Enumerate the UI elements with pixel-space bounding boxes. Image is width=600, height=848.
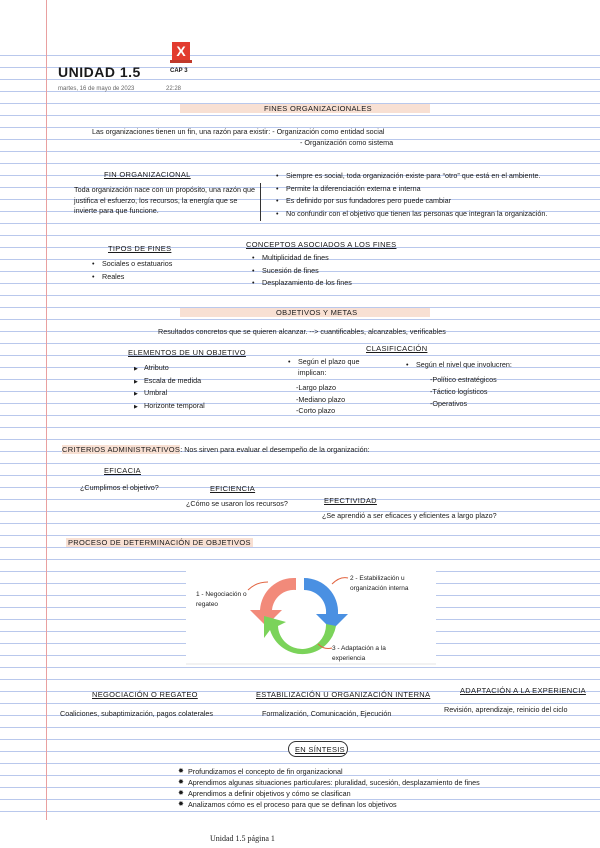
cycle-arrow-blue (304, 578, 348, 630)
list-item: • Siempre es social, toda organización existe para “otro” que está en el ambiente. (274, 170, 600, 183)
fin-org-heading: FIN ORGANIZACIONAL (104, 170, 191, 179)
objetivos-heading: OBJETIVOS Y METAS (276, 308, 358, 317)
page-time: 22:28 (166, 86, 182, 92)
list-item: • Sucesión de fines (250, 265, 450, 278)
logo-band (170, 60, 192, 63)
fines-intro: Las organizaciones tienen un fin, una razón para existir: - Organización como entidad social (92, 127, 385, 136)
estabilizacion-heading: ESTABILIZACIÓN U ORGANIZACIÓN INTERNA (256, 690, 431, 699)
arrow-to-step1 (248, 582, 268, 590)
list-item: • Desplazamiento de los fines (250, 277, 450, 290)
list-item: • Es definido por sus fundadores pero puede cambiar (274, 195, 600, 208)
plazo-block (286, 357, 386, 378)
tipos-heading: TIPOS DE FINES (108, 244, 172, 253)
margin-line (46, 0, 47, 848)
nivel-block (404, 359, 564, 372)
efectividad-question: ¿Se aprendió a ser eficaces y eficientes a largo plazo? (322, 511, 497, 520)
sintesis-list (176, 766, 576, 810)
page-bottom (0, 820, 600, 848)
efectividad-heading: EFECTIVIDAD (324, 496, 377, 505)
nivel-label: • Según el nivel que involucren: (404, 359, 564, 372)
list-item: ✸ Profundizamos el concepto de fin organizacional (176, 766, 576, 777)
objetivos-text: Resultados concretos que se quieren alcanzar. --> cuantificables, alcanzables, verificables (158, 327, 446, 336)
page-footer: Unidad 1.5 página 1 (210, 834, 275, 843)
negociacion-heading: NEGOCIACIÓN O REGATEO (92, 690, 198, 699)
step-3-label: 3 - Adaptación a la experiencia (332, 645, 386, 662)
conceptos-list (250, 252, 450, 290)
elementos-list (132, 362, 282, 412)
list-item: ✸ Aprendimos a definir objetivos y cómo se clasifican (176, 788, 576, 799)
list-item: • No confundir con el objetivo que tienen las personas que integran la organización. (274, 208, 600, 221)
criterios-text: : Nos sirven para evaluar el desempeño de la organización: (180, 445, 370, 454)
list-item: ▶ Atributo (132, 362, 282, 375)
conceptos-heading: CONCEPTOS ASOCIADOS A LOS FINES (246, 240, 397, 249)
plazo-label: • Según el plazo que implican: (286, 357, 386, 378)
fin-org-bullets (274, 170, 600, 220)
plazo-item: -Mediano plazo (296, 395, 346, 404)
adaptacion-heading: ADAPTACIÓN A LA EXPERIENCIA (460, 686, 586, 695)
nivel-item: -Político estratégicos (430, 375, 497, 384)
criterios-line (62, 444, 370, 456)
list-item: ▶ Horizonte temporal (132, 400, 282, 413)
negociacion-text: Coaliciones, subaptimización, pagos colaterales (60, 709, 214, 718)
tipos-list (90, 258, 240, 283)
list-item: • Multiplicidad de fines (250, 252, 450, 265)
eficacia-question: ¿Cumplimos el objetivo? (80, 483, 159, 492)
list-item: • Sociales o estatuarios (90, 258, 240, 271)
eficiencia-heading: EFICIENCIA (210, 484, 256, 493)
list-item: ✸ Analizamos cómo es el proceso para que se definan los objetivos (176, 799, 576, 810)
list-item: ✸ Aprendimos algunas situaciones particulares: pluralidad, sucesión, desplazamiento de fines (176, 777, 576, 788)
page-title: UNIDAD 1.5 (58, 64, 141, 80)
cap-label: CAP 3 (170, 68, 188, 74)
list-item: • Reales (90, 271, 240, 284)
criterios-heading: CRITERIOS ADMINISTRATIVOS (62, 445, 181, 454)
plazo-item: -Largo plazo (296, 383, 336, 392)
plazo-item: -Corto plazo (296, 406, 336, 415)
arrow-to-step2 (332, 578, 348, 584)
step-2-label: 2 - Estabilización u organización interna (350, 575, 409, 592)
clasificacion-heading: CLASIFICACIÓN (366, 344, 428, 353)
list-item: ▶ Escala de medida (132, 375, 282, 388)
logo-icon: X (172, 42, 190, 60)
eficiencia-question: ¿Cómo se usaron los recursos? (186, 499, 288, 508)
sintesis-heading: EN SÍNTESIS (295, 745, 345, 754)
list-item: ▶ Umbral (132, 387, 282, 400)
elementos-heading: ELEMENTOS DE UN OBJETIVO (128, 348, 246, 357)
list-item: • Permite la diferenciación externa e interna (274, 183, 600, 196)
nivel-item: -Operativos (430, 399, 468, 408)
fines-intro-2: - Organización como sistema (300, 138, 394, 147)
step-1-label: 1 - Negociación o regateo (196, 591, 247, 608)
proceso-heading: PROCESO DE DETERMINACIÓN DE OBJETIVOS (68, 538, 251, 547)
nivel-item: -Táctico logísticos (430, 387, 488, 396)
estabilizacion-text: Formalización, Comunicación, Ejecución (262, 709, 392, 718)
fines-heading: FINES ORGANIZACIONALES (264, 104, 372, 113)
page-top (0, 0, 600, 44)
fin-org-text: Toda organización nace con un propósito, una razón que justifica el esfuerzo, los recursos, la energía que se invierte para que funcione. (74, 185, 256, 215)
adaptacion-text: Revisión, aprendizaje, reinicio del ciclo (444, 705, 568, 714)
page-date: martes, 16 de mayo de 2023 (58, 86, 135, 92)
eficacia-heading: EFICACIA (104, 466, 141, 475)
